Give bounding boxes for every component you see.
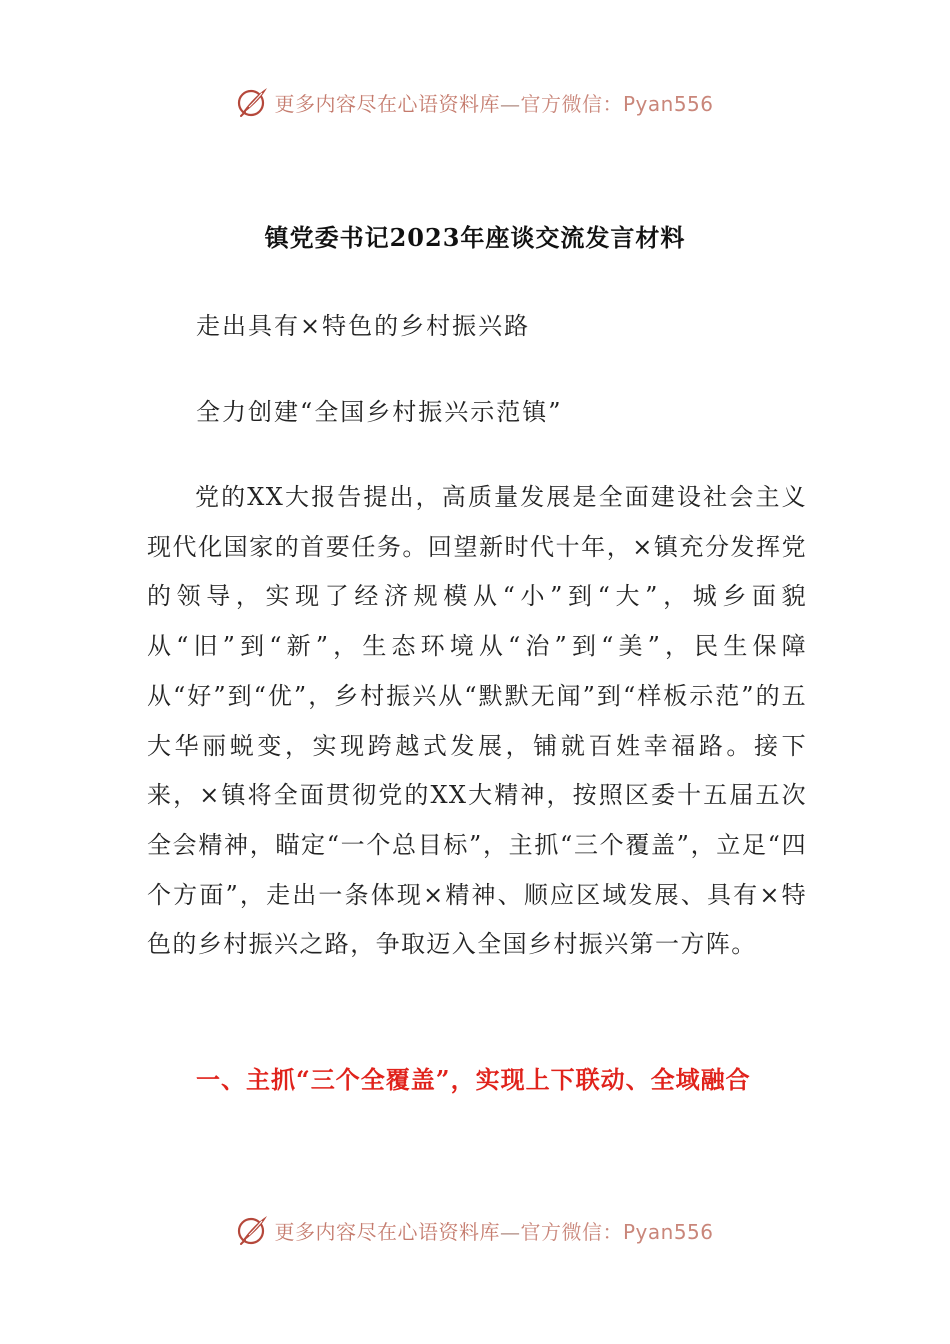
watermark-id: Pyan556 bbox=[622, 1219, 714, 1244]
quill-pen-logo-icon bbox=[236, 85, 270, 119]
header-watermark bbox=[0, 82, 950, 122]
watermark-main: 更多内容尽在心语资料库 bbox=[274, 1219, 500, 1244]
watermark-id: Pyan556 bbox=[622, 91, 714, 116]
watermark-official: 官方微信： bbox=[520, 91, 623, 116]
subtitle-1: 走出具有×特色的乡村振兴路 bbox=[196, 312, 531, 340]
watermark-text bbox=[274, 88, 713, 117]
watermark-text bbox=[274, 1216, 713, 1245]
document-title: 镇党委书记2023年座谈交流发言材料 bbox=[264, 223, 686, 252]
watermark-official: 官方微信： bbox=[520, 1219, 623, 1244]
watermark-dash: — bbox=[499, 91, 521, 116]
watermark-dash: — bbox=[499, 1219, 521, 1244]
watermark-main: 更多内容尽在心语资料库 bbox=[274, 91, 500, 116]
subtitle-2: 全力创建“全国乡村振兴示范镇” bbox=[196, 398, 563, 426]
footer-watermark bbox=[0, 1210, 950, 1250]
quill-pen-logo-icon bbox=[236, 1213, 270, 1247]
section-heading-1: 一、主抓“三个全覆盖”，实现上下联动、全域融合 bbox=[196, 1065, 751, 1094]
body-paragraph: 党的XX大报告提出，高质量发展是全面建设社会主义现代化国家的首要任务。回望新时代十年，×镇充分发挥党的领导，实现了经济规模从“小”到“大”，城乡面貌从“旧”到“新”，生态环境从“治”到“美”，民生保障从“好”到“优”，乡村振兴从“默默无闻”到“样板示范”的五大华丽蜕变，实现跨越式发展，铺就百姓幸福路。接下来，×镇将全面贯彻党的XX大精神，按照区委十五届五次全会精神，瞄定“一个总目标”，主抓“三个覆盖”，立足“四个方面”，走出一条体现×精神、顺应区域发展、具有×特色的乡村振兴之路，争取迈入全国乡村振兴第一方阵。 bbox=[147, 483, 807, 959]
